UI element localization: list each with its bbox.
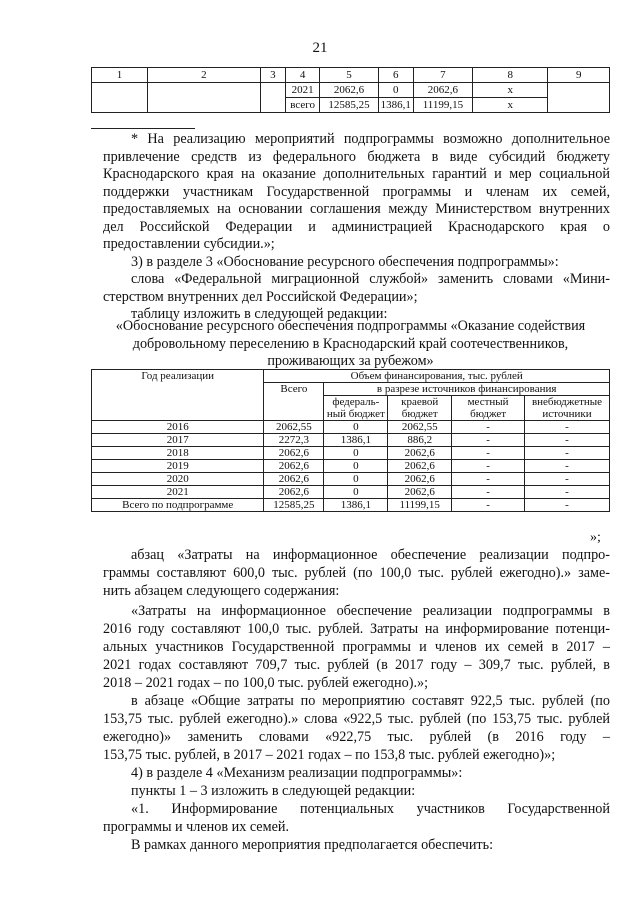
quote-line: «Затраты на информационное обеспечение реализации подпрограммы в [131,603,610,619]
table-cell: 2019 [92,460,264,473]
funding-table [91,369,610,512]
item-4-heading: 4) в разделе 4 «Механизм реализации подпрограммы»: [131,765,463,781]
table-title-line: проживающих за рубежом» [267,353,434,369]
table-row [92,486,610,499]
table-end-quote: »; [590,530,601,545]
table-cell: 1386,1 [324,434,388,447]
table-cell: 2272,3 [264,434,324,447]
table-cell: 12585,25 [320,98,378,113]
paragraph-line: ежегодно)» заменить словами «922,75 тыс. рублей (в 2016 году – [103,729,610,745]
table-cell: 2062,6 [264,460,324,473]
paragraph-line: нить абзацем следующего содержания: [103,583,340,599]
paragraph-line: абзац «Затраты на информационное обеспечение реализации подпро- [131,547,610,563]
replace-line: слова «Федеральной миграционной службой» заменить словами «Мини- [131,271,610,287]
continuation-table [91,67,610,113]
volume-header: Объем финансирования, тыс. рублей [264,370,610,383]
paragraph-line: 153,75 тыс. рублей ежегодно).» слова «922,5 тыс. рублей (по 153,75 тыс. рублей [103,711,610,727]
table-row [92,434,610,447]
table-cell: 0 [324,486,388,499]
sources-header: в разрезе источников финансирования [324,383,610,396]
extrabudget-header: внебюджетные источники [525,396,610,421]
table-cell: 0 [324,473,388,486]
table-cell: 2062,55 [388,421,452,434]
table-title-line: добровольному переселению в Краснодарский край соотечественников, [132,335,569,352]
table-cell: - [525,473,610,486]
table-cell: 2062,6 [388,473,452,486]
table-cell: 1386,1 [324,499,388,512]
table-cell: 2021 [92,486,264,499]
table-cell: 2016 [92,421,264,434]
item-3-heading: 3) в разделе 3 «Обоснование ресурсного обеспечения подпрограммы»: [131,253,559,270]
quote-line: 2018 – 2021 годах – по 100,0 тыс. рублей ежегодно).»; [103,675,429,691]
footnote-line: поддержки участникам Государственной программы и членам их семей, [103,183,610,200]
table-cell: 1386,1 [378,98,413,113]
paragraph-line: в абзаце «Общие затраты по мероприятию составят 922,5 тыс. рублей (по [131,693,610,709]
footnote-line: предоставлении субсидии.»; [103,236,275,252]
header-cell: 4 [285,68,320,83]
table-row [92,460,610,473]
table-cell: - [525,434,610,447]
header-cell: 6 [378,68,413,83]
local-header: местный бюджет [452,396,525,421]
federal-header: федераль- ный бюджет [324,396,388,421]
header-cell: 2 [147,68,260,83]
page-number: 21 [312,40,328,56]
table-cell: 0 [324,447,388,460]
footnote-line: предоставляемых на основании соглашения между Министерством внутренних [103,201,610,217]
table-cell: всего [285,98,320,113]
table-cell: 2021 [285,83,320,98]
table-intro: таблицу изложить в следующей редакции: [131,306,388,322]
quote-line: альных участников Государственной программы и членов их семей в 2017 – [103,639,610,655]
header-cell: 9 [548,68,610,83]
table-cell: 2062,6 [388,460,452,473]
table-cell: - [452,460,525,473]
paragraph-line: «1. Информирование потенциальных участников Государственной [131,801,610,817]
footnote-line: Краснодарского края на оказание дополнительных гарантий и мер социальной [103,166,610,182]
replace-line: стерством внутренних дел Российской Федерации»; [103,288,418,305]
table-cell: 886,2 [388,434,452,447]
table-cell: 2062,6 [264,473,324,486]
total-header: Всего [264,383,324,421]
table-cell: Всего по подпрограмме [92,499,264,512]
paragraph-line: В рамках данного мероприятия предполагается обеспечить: [131,837,494,853]
header-cell: 8 [472,68,548,83]
table-cell: 2062,6 [388,486,452,499]
header-cell: 5 [320,68,378,83]
table-cell: - [452,486,525,499]
paragraph-line: граммы составляют 600,0 тыс. рублей (по 100,0 тыс. рублей ежегодно).» заме- [103,565,610,581]
table-cell: 2062,6 [264,447,324,460]
table-row [92,447,610,460]
table-row [92,83,610,98]
header-cell: 1 [92,68,148,83]
table-cell: 0 [324,460,388,473]
footnote-line: привлечение средств из федерального бюджета в виде субсидий бюджету [103,148,610,165]
table-cell: - [525,460,610,473]
table-cell: - [452,434,525,447]
table-cell: - [452,447,525,460]
table-cell: x [472,83,548,98]
table-cell: - [525,499,610,512]
table-cell: x [472,98,548,113]
table-cell: 2020 [92,473,264,486]
header-cell: 3 [260,68,285,83]
table-cell: 2062,6 [388,447,452,460]
table-row [92,421,610,434]
quote-line: 2021 годах составляют 709,7 тыс. рублей (в 2017 году – 309,7 тыс. рублей, в [103,657,610,673]
table-cell: 2062,6 [320,83,378,98]
table-cell: - [452,499,525,512]
regional-header: краевой бюджет [388,396,452,421]
paragraph-line: пункты 1 – 3 изложить в следующей редакции: [131,783,416,799]
year-header: Год реализации [92,370,264,421]
footnote-divider [91,128,195,129]
table-cell: 2017 [92,434,264,447]
table-cell: 2062,55 [264,421,324,434]
header-cell: 7 [413,68,472,83]
footnote-line: дел Российской Федерации и администрацией Краснодарского края о [103,218,610,235]
table-title-line: «Обоснование ресурсного обеспечения подпрограммы «Оказание содействия [115,318,586,334]
table-cell: 11199,15 [388,499,452,512]
table-cell: 12585,25 [264,499,324,512]
table-cell: 2062,6 [413,83,472,98]
table-total-row [92,499,610,512]
paragraph-line: 153,75 тыс. рублей, в 2017 – 2021 годах – по 153,8 тыс. рублей ежегодно)»; [103,747,556,763]
table-cell: - [525,486,610,499]
footnote-line: * На реализацию мероприятий подпрограммы возможно дополнительное [131,131,610,147]
table-header-row [92,68,610,83]
table-cell: 2018 [92,447,264,460]
quote-line: 2016 году составляют 100,0 тыс. рублей. Затраты на информирование потенци- [103,621,610,637]
table-cell: - [452,473,525,486]
table-row [92,473,610,486]
table-cell: 2062,6 [264,486,324,499]
table-cell: 11199,15 [413,98,472,113]
table-cell: 0 [378,83,413,98]
table-cell: 0 [324,421,388,434]
paragraph-line: программы и членов их семей. [103,819,290,835]
table-cell: - [525,447,610,460]
table-cell: - [525,421,610,434]
table-cell: - [452,421,525,434]
